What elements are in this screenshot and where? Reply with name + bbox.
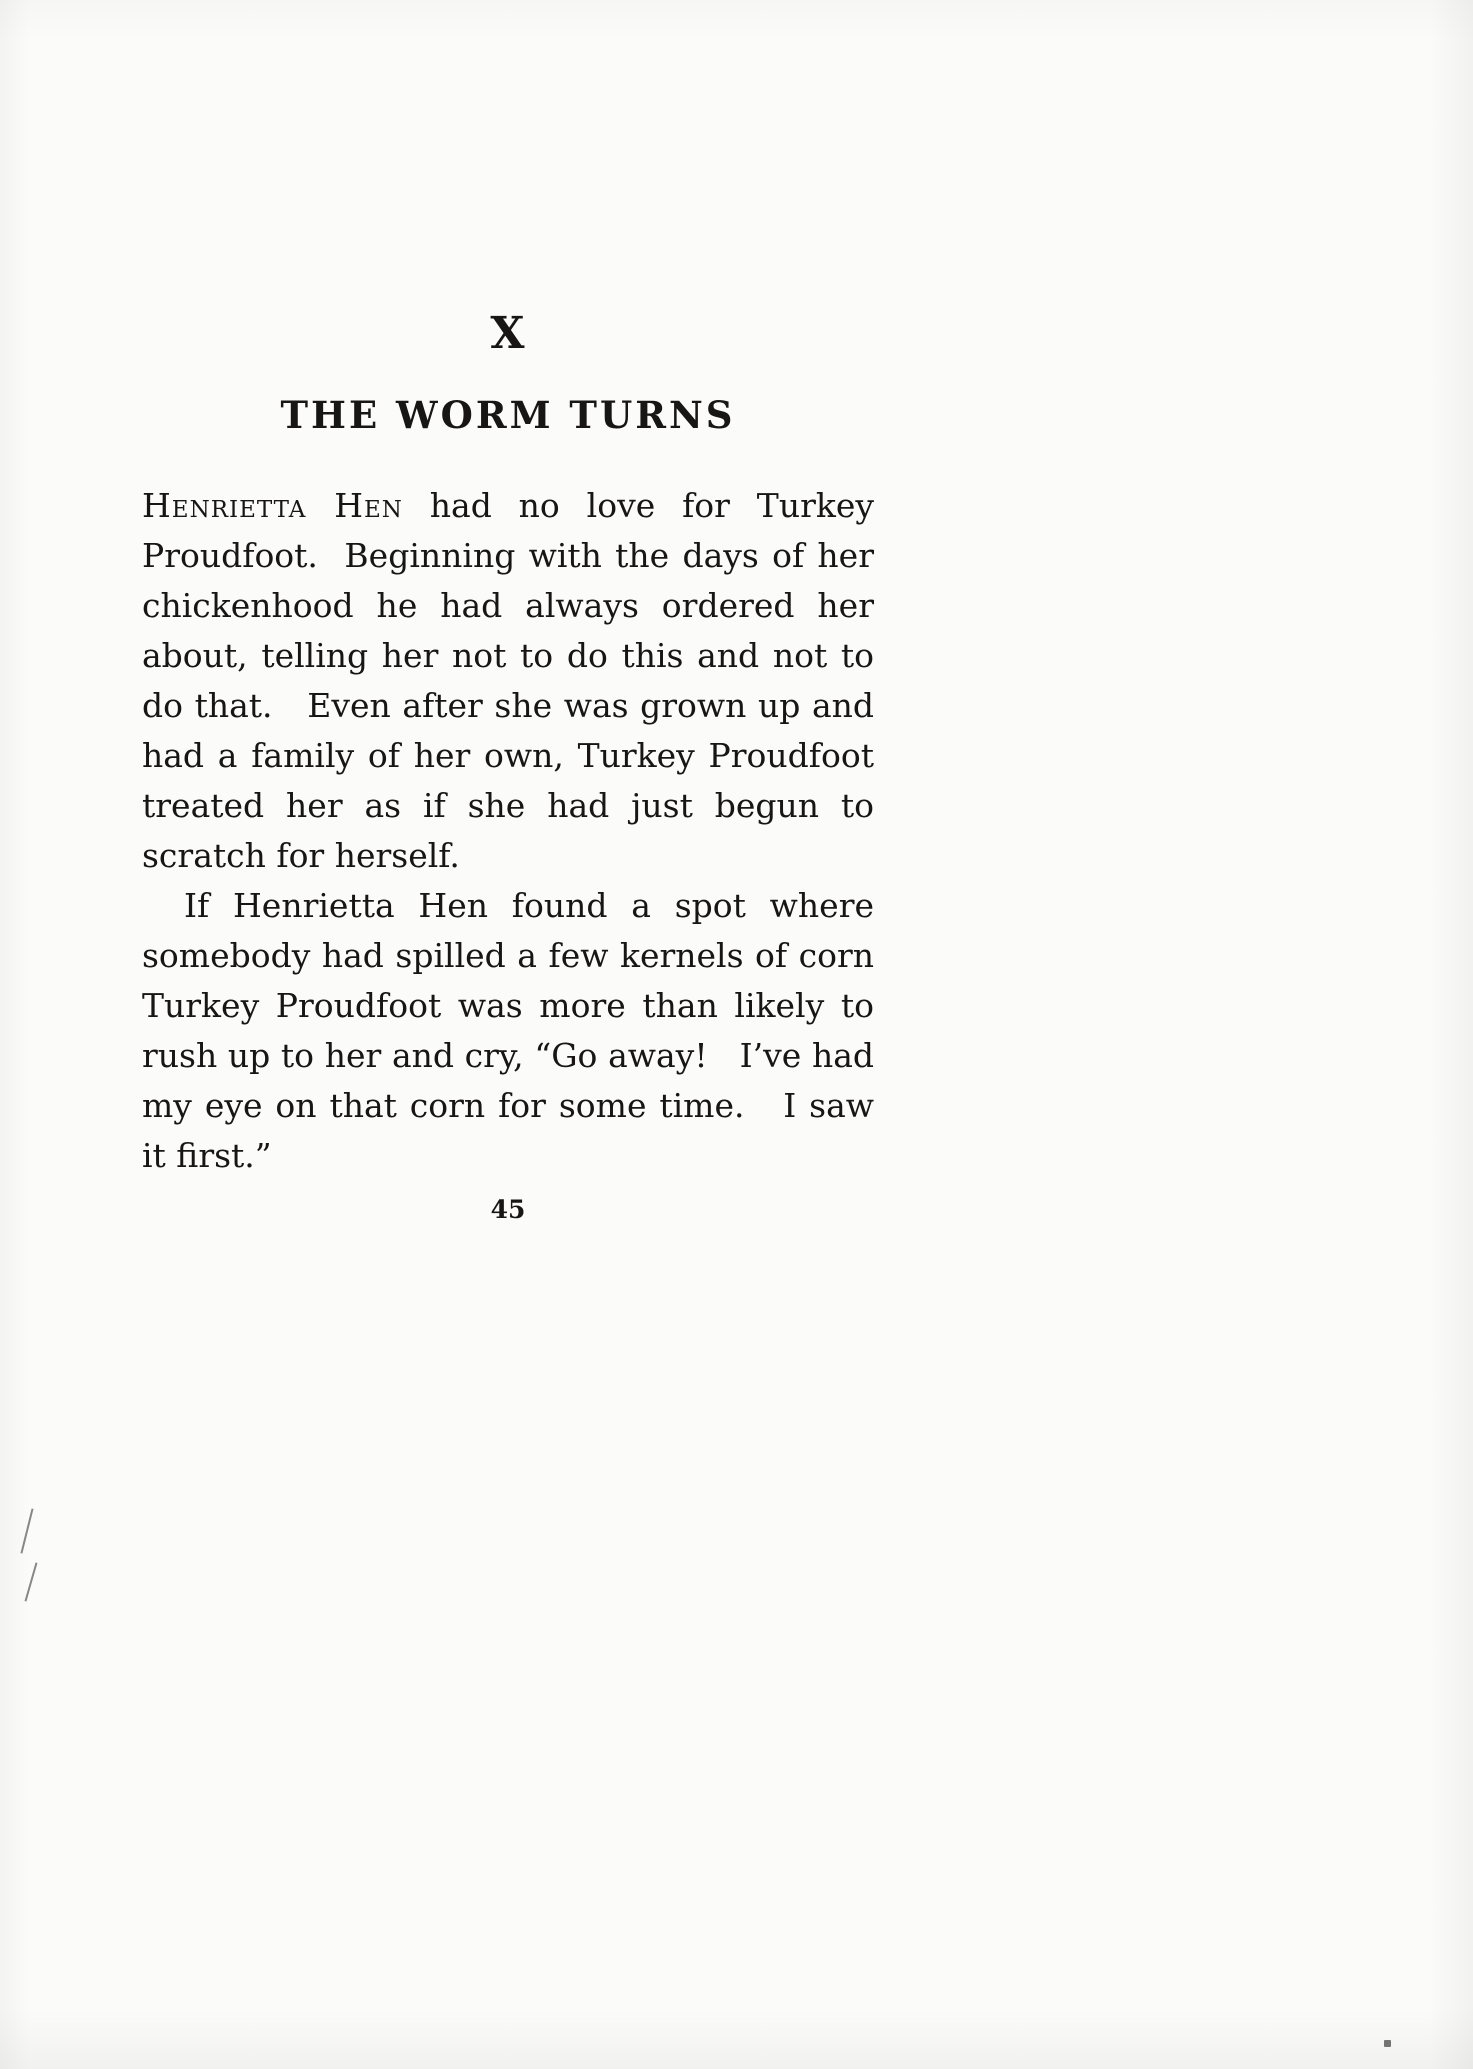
scan-artifact-mark — [1384, 2040, 1391, 2047]
scan-artifact-mark — [25, 1562, 38, 1601]
paragraph-2: If Henrietta Hen found a spot where somebody had spilled a few kernels of corn Turkey Proudfoot was more than likely to rush up to her and cry, “Go away! I’ve had my eye on that corn for some time. I saw it first.” — [142, 886, 885, 1175]
scan-artifact-mark — [20, 1508, 33, 1553]
paragraph-1-text: had no love for Turkey Proudfoot. Beginning with the days of her chickenhood he had always ordered her about, telling her not to do this and not to do that. Even after she was grown up and had a family of her own, Turkey Proudfoot treated her as if she had just begun to scratch for herself. — [142, 486, 885, 875]
paragraph-1-smallcaps-lead: Henrietta Hen — [142, 486, 403, 525]
chapter-title: THE WORM TURNS — [280, 393, 736, 437]
page-number: 45 — [490, 1195, 526, 1224]
chapter-number: X — [490, 308, 526, 359]
text-block — [142, 308, 885, 1224]
paragraph-1 — [142, 481, 885, 881]
